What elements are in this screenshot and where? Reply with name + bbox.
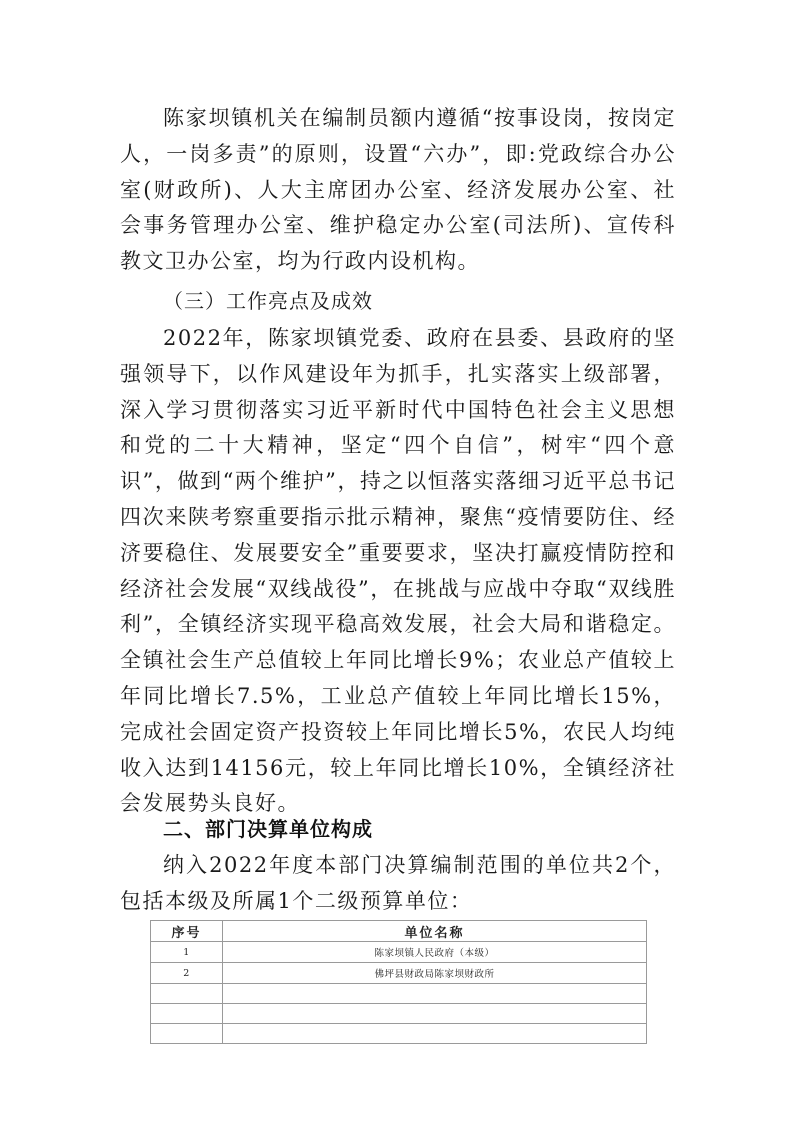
table-row-empty — [151, 984, 647, 1004]
cell-unit-name: 佛坪县财政局陈家坝财政所 — [223, 963, 647, 984]
table-row-empty — [151, 1004, 647, 1024]
cell-unit-name: 陈家坝镇人民政府（本级） — [223, 942, 647, 963]
cell-index: 1 — [151, 942, 223, 963]
cell-index: 2 — [151, 963, 223, 984]
subheading-highlights: （三）工作亮点及成效 — [163, 289, 373, 313]
table-row-empty — [151, 1024, 647, 1044]
units-table — [150, 920, 647, 1044]
cell-empty — [151, 1024, 223, 1044]
table-row — [151, 942, 647, 963]
table-header-row — [151, 921, 647, 942]
cell-empty — [223, 1004, 647, 1024]
paragraph-units-intro: 纳入2022年度本部门决算编制范围的单位共2个，包括本级及所属1个二级预算单位： — [120, 853, 676, 913]
cell-empty — [151, 1004, 223, 1024]
section-heading-unit-composition: 二、部门决算单位构成 — [163, 817, 373, 841]
cell-empty — [151, 984, 223, 1004]
paragraph-achievements: 2022年，陈家坝镇党委、政府在县委、县政府的坚强领导下，以作风建设年为抓手，扎实落实上级部署，深入学习贯彻落实习近平新时代中国特色社会主义思想和党的二十大精神，坚定“四个自信”，树牢“四个意识”，做到“两个维护”，持之以恒落实落细习近平总书记四次来陕考察重要指示批示精神，聚焦“疫情要防住、经济要稳住、发展要安全”重要要求，坚决打赢疫情防控和经济社会发展“双线战役”，在挑战与应战中夺取“双线胜利”，全镇经济实现平稳高效发展，社会大局和谐稳定。全镇社会生产总值较上年同比增长9%；农业总产值较上年同比增长7.5%，工业总产值较上年同比增长15%，完成社会固定资产投资较上年同比增长5%，农民人均纯收入达到14156元，较上年同比增长10%，全镇经济社会发展势头良好。 — [120, 326, 676, 816]
header-unit-name: 单位名称 — [223, 921, 647, 942]
paragraph-org-setup: 陈家坝镇机关在编制员额内遵循“按事设岗，按岗定人，一岗多责”的原则，设置“六办”，即:党政综合办公室(财政所)、人大主席团办公室、经济发展办公室、社会事务管理办公室、维护稳定办公室(司法所)、宣传科教文卫办公室，均为行政内设机构。 — [120, 106, 676, 274]
header-index: 序号 — [151, 921, 223, 942]
cell-empty — [223, 1024, 647, 1044]
cell-empty — [223, 984, 647, 1004]
table-row — [151, 963, 647, 984]
